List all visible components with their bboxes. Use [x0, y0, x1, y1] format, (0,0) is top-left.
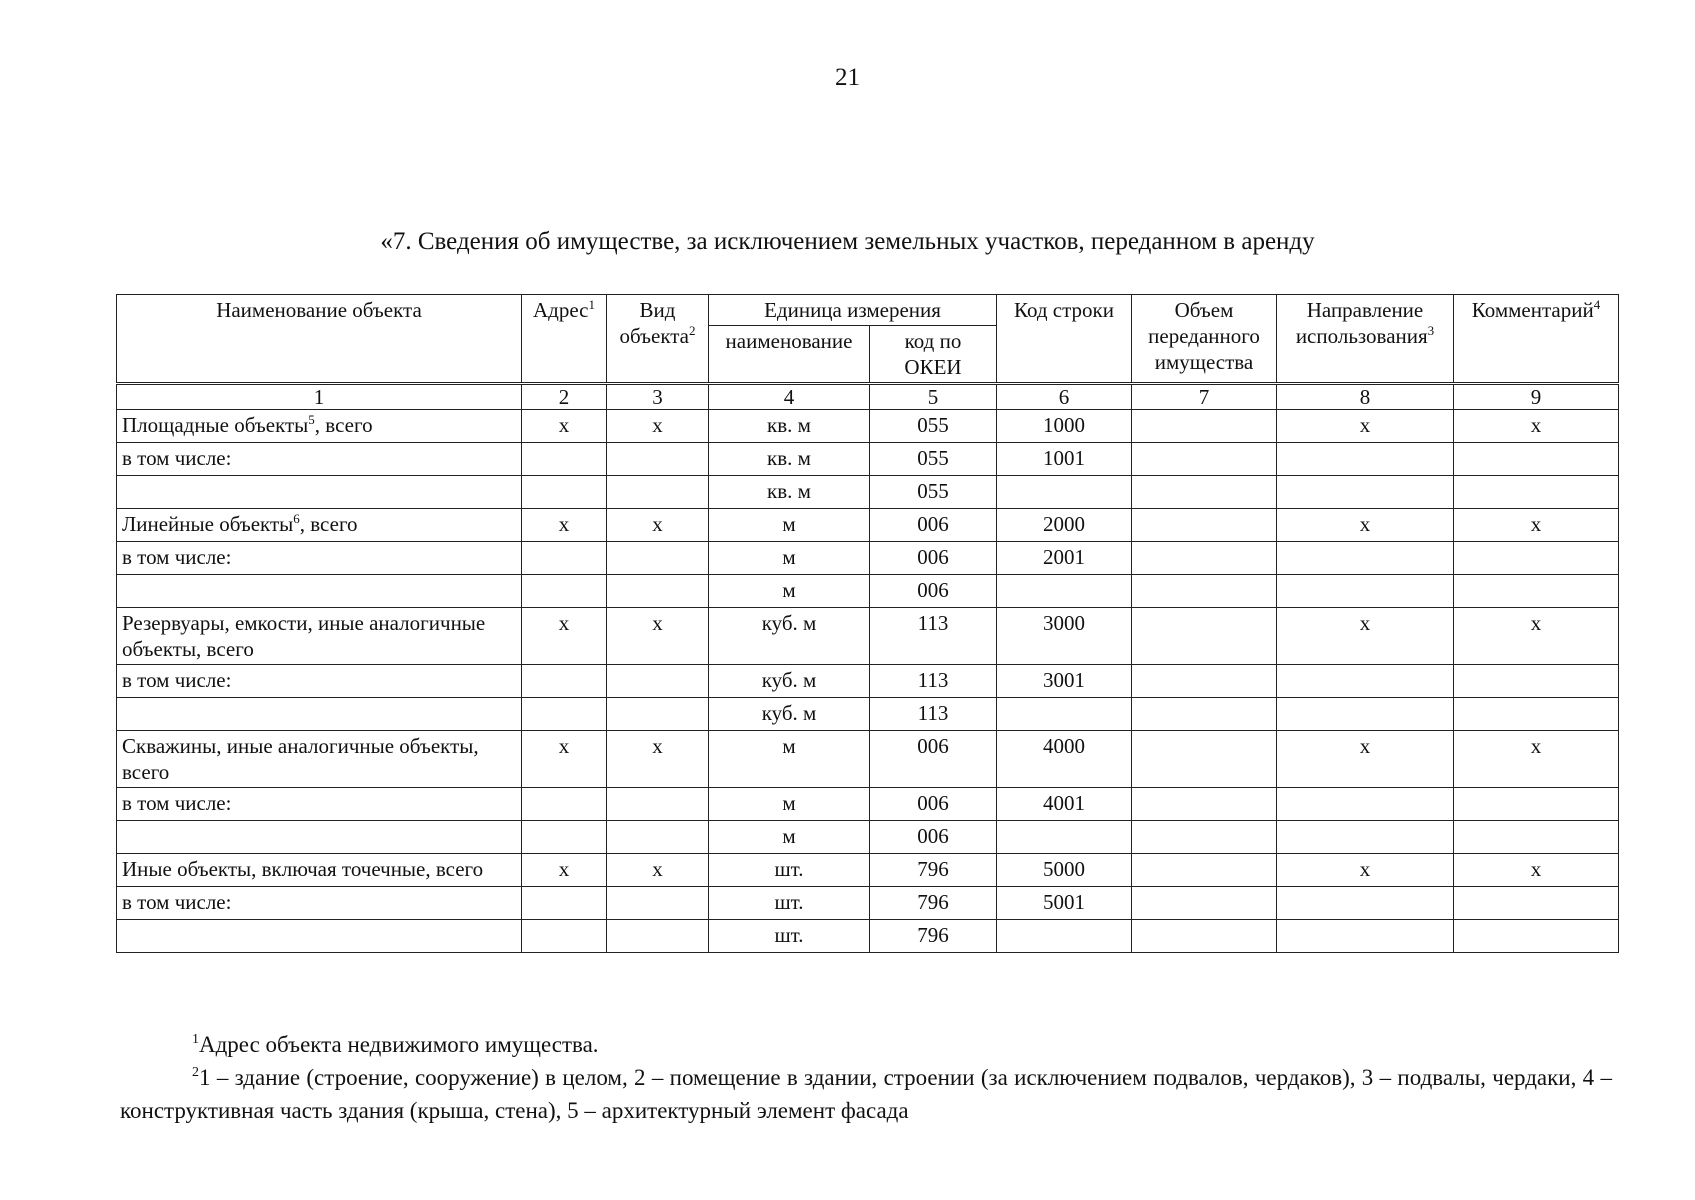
table-row	[117, 443, 1619, 476]
cell-object-type: х	[607, 509, 709, 542]
table-row	[117, 410, 1619, 443]
column-number: 7	[1132, 384, 1277, 410]
cell-okei-code: 796	[870, 887, 997, 920]
cell-line-code	[997, 821, 1132, 854]
cell-direction	[1277, 920, 1454, 953]
cell-line-code: 4001	[997, 788, 1132, 821]
cell-comment: х	[1454, 608, 1619, 665]
column-number: 4	[709, 384, 870, 410]
cell-direction	[1277, 443, 1454, 476]
cell-address	[522, 542, 607, 575]
cell-line-code: 1001	[997, 443, 1132, 476]
cell-comment	[1454, 887, 1619, 920]
cell-unit-name: куб. м	[709, 608, 870, 665]
cell-line-code	[997, 476, 1132, 509]
cell-volume	[1132, 788, 1277, 821]
footnotes	[120, 1028, 1612, 1127]
cell-volume	[1132, 410, 1277, 443]
cell-comment	[1454, 665, 1619, 698]
cell-object-name: Иные объекты, включая точечные, всего	[117, 854, 522, 887]
cell-volume	[1132, 887, 1277, 920]
cell-object-name	[117, 575, 522, 608]
cell-address	[522, 443, 607, 476]
header-object-type: Вид объекта$^2$	[607, 295, 709, 384]
header-comment: Комментарий$^4$	[1454, 295, 1619, 384]
cell-comment	[1454, 920, 1619, 953]
cell-object-name	[117, 920, 522, 953]
cell-object-name	[117, 476, 522, 509]
cell-direction	[1277, 476, 1454, 509]
table-row	[117, 698, 1619, 731]
cell-direction	[1277, 887, 1454, 920]
cell-line-code: 5001	[997, 887, 1132, 920]
cell-object-name	[117, 698, 522, 731]
table-body	[117, 410, 1619, 953]
footnote-ref: 5	[308, 412, 315, 427]
cell-unit-name: шт.	[709, 920, 870, 953]
header-direction: Направление использования$^3$	[1277, 295, 1454, 384]
cell-object-type	[607, 788, 709, 821]
cell-okei-code: 006	[870, 509, 997, 542]
cell-address	[522, 476, 607, 509]
cell-address: х	[522, 410, 607, 443]
cell-line-code: 2001	[997, 542, 1132, 575]
cell-object-name	[117, 821, 522, 854]
cell-direction	[1277, 821, 1454, 854]
cell-okei-code: 055	[870, 476, 997, 509]
table-row	[117, 509, 1619, 542]
footnote-mark: 1	[192, 1032, 199, 1047]
cell-comment	[1454, 575, 1619, 608]
header-okei-code: код по ОКЕИ	[870, 326, 997, 384]
table-row	[117, 608, 1619, 665]
footnote-ref: 6	[293, 511, 300, 526]
cell-comment	[1454, 542, 1619, 575]
cell-comment	[1454, 443, 1619, 476]
cell-okei-code: 006	[870, 575, 997, 608]
header-name: Наименование объекта	[117, 295, 522, 384]
cell-unit-name: кв. м	[709, 476, 870, 509]
cell-line-code	[997, 920, 1132, 953]
cell-object-name: в том числе:	[117, 665, 522, 698]
cell-object-name: в том числе:	[117, 887, 522, 920]
cell-object-type	[607, 821, 709, 854]
header-address: Адрес$^1$	[522, 295, 607, 384]
cell-volume	[1132, 821, 1277, 854]
cell-okei-code: 113	[870, 665, 997, 698]
footnote-2	[120, 1061, 1612, 1127]
footnote-ref-2: 2	[689, 323, 696, 338]
cell-address	[522, 575, 607, 608]
cell-direction	[1277, 542, 1454, 575]
footnote-1	[120, 1028, 1612, 1061]
cell-comment	[1454, 476, 1619, 509]
column-number: 3	[607, 384, 709, 410]
cell-volume	[1132, 608, 1277, 665]
cell-object-name: Скважины, иные аналогичные объекты, всего	[117, 731, 522, 788]
header-volume: Объем переданного имущества	[1132, 295, 1277, 384]
cell-object-type	[607, 665, 709, 698]
cell-direction: х	[1277, 608, 1454, 665]
cell-object-type: х	[607, 731, 709, 788]
table-row	[117, 920, 1619, 953]
footnote-ref-1: 1	[588, 297, 595, 312]
cell-unit-name: м	[709, 542, 870, 575]
cell-direction	[1277, 788, 1454, 821]
cell-volume	[1132, 443, 1277, 476]
cell-unit-name: кв. м	[709, 443, 870, 476]
cell-object-type: х	[607, 854, 709, 887]
cell-address: х	[522, 509, 607, 542]
header-line-code: Код строки	[997, 295, 1132, 384]
cell-unit-name: шт.	[709, 887, 870, 920]
column-number: 9	[1454, 384, 1619, 410]
cell-address	[522, 821, 607, 854]
cell-unit-name: кв. м	[709, 410, 870, 443]
cell-comment: х	[1454, 410, 1619, 443]
cell-address: х	[522, 854, 607, 887]
cell-direction: х	[1277, 854, 1454, 887]
cell-object-name: Площадные объекты$^5$, всего	[117, 410, 522, 443]
table-row	[117, 854, 1619, 887]
cell-address	[522, 887, 607, 920]
cell-address	[522, 698, 607, 731]
cell-line-code: 4000	[997, 731, 1132, 788]
page-number: 21	[835, 64, 860, 91]
cell-address	[522, 788, 607, 821]
table-row	[117, 542, 1619, 575]
cell-okei-code: 055	[870, 410, 997, 443]
cell-volume	[1132, 920, 1277, 953]
cell-okei-code: 006	[870, 542, 997, 575]
cell-address	[522, 920, 607, 953]
cell-line-code: 1000	[997, 410, 1132, 443]
cell-unit-name: м	[709, 731, 870, 788]
cell-line-code: 3000	[997, 608, 1132, 665]
cell-object-name: Резервуары, емкости, иные аналогичные объекты, всего	[117, 608, 522, 665]
cell-unit-name: куб. м	[709, 665, 870, 698]
cell-object-type	[607, 542, 709, 575]
cell-object-type	[607, 443, 709, 476]
cell-direction: х	[1277, 731, 1454, 788]
cell-object-type	[607, 575, 709, 608]
cell-direction	[1277, 575, 1454, 608]
column-number: 5	[870, 384, 997, 410]
cell-unit-name: шт.	[709, 854, 870, 887]
cell-line-code	[997, 575, 1132, 608]
cell-volume	[1132, 665, 1277, 698]
header-row	[117, 295, 1619, 326]
table-row	[117, 887, 1619, 920]
cell-line-code: 2000	[997, 509, 1132, 542]
cell-unit-name: м	[709, 821, 870, 854]
cell-unit-name: м	[709, 509, 870, 542]
property-lease-table	[116, 294, 1619, 953]
header-unit-group: Единица измерения	[709, 295, 997, 326]
cell-unit-name: куб. м	[709, 698, 870, 731]
cell-line-code: 5000	[997, 854, 1132, 887]
footnote-mark: 2	[192, 1065, 199, 1080]
table-row	[117, 665, 1619, 698]
cell-volume	[1132, 476, 1277, 509]
cell-okei-code: 006	[870, 788, 997, 821]
cell-object-type	[607, 920, 709, 953]
cell-object-name: Линейные объекты$^6$, всего	[117, 509, 522, 542]
footnote-ref-4: 4	[1593, 297, 1601, 312]
cell-volume	[1132, 509, 1277, 542]
cell-comment: х	[1454, 731, 1619, 788]
column-number: 1	[117, 384, 522, 410]
footnote-ref-3: 3	[1427, 323, 1435, 338]
cell-okei-code: 796	[870, 854, 997, 887]
cell-address	[522, 665, 607, 698]
column-number: 2	[522, 384, 607, 410]
cell-volume	[1132, 542, 1277, 575]
cell-okei-code: 006	[870, 821, 997, 854]
cell-volume	[1132, 575, 1277, 608]
cell-okei-code: 796	[870, 920, 997, 953]
cell-okei-code: 113	[870, 698, 997, 731]
cell-object-type	[607, 887, 709, 920]
cell-volume	[1132, 698, 1277, 731]
cell-object-type: х	[607, 410, 709, 443]
table-row	[117, 821, 1619, 854]
column-number: 8	[1277, 384, 1454, 410]
cell-direction: х	[1277, 509, 1454, 542]
cell-okei-code: 006	[870, 731, 997, 788]
cell-comment	[1454, 821, 1619, 854]
cell-volume	[1132, 854, 1277, 887]
cell-unit-name: м	[709, 575, 870, 608]
cell-object-type	[607, 698, 709, 731]
table-row	[117, 476, 1619, 509]
cell-volume	[1132, 731, 1277, 788]
cell-object-type: х	[607, 608, 709, 665]
cell-object-name: в том числе:	[117, 788, 522, 821]
section-title: «7. Сведения об имуществе, за исключением земельных участков, переданном в аренду	[380, 228, 1315, 255]
cell-unit-name: м	[709, 788, 870, 821]
cell-direction: х	[1277, 410, 1454, 443]
cell-okei-code: 113	[870, 608, 997, 665]
cell-comment	[1454, 788, 1619, 821]
cell-object-name: в том числе:	[117, 542, 522, 575]
column-numbers-row	[117, 384, 1619, 410]
cell-line-code	[997, 698, 1132, 731]
footnote-text: Адрес объекта недвижимого имущества.	[199, 1032, 599, 1057]
cell-object-name: в том числе:	[117, 443, 522, 476]
cell-comment: х	[1454, 509, 1619, 542]
cell-direction	[1277, 665, 1454, 698]
header-unit-name: наименование	[709, 326, 870, 384]
footnote-text: 1 – здание (строение, сооружение) в целом, 2 – помещение в здании, строении (за исключением подвалов, чердаков), 3 – подвалы, чердаки, 4 – конструктивная часть здания (крыша, стена), 5 – архитектурный элемент фасада	[120, 1065, 1612, 1123]
cell-address: х	[522, 731, 607, 788]
cell-object-type	[607, 476, 709, 509]
cell-address: х	[522, 608, 607, 665]
cell-okei-code: 055	[870, 443, 997, 476]
table-row	[117, 575, 1619, 608]
table-row	[117, 731, 1619, 788]
cell-line-code: 3001	[997, 665, 1132, 698]
table-row	[117, 788, 1619, 821]
column-number: 6	[997, 384, 1132, 410]
cell-comment: х	[1454, 854, 1619, 887]
cell-comment	[1454, 698, 1619, 731]
cell-direction	[1277, 698, 1454, 731]
